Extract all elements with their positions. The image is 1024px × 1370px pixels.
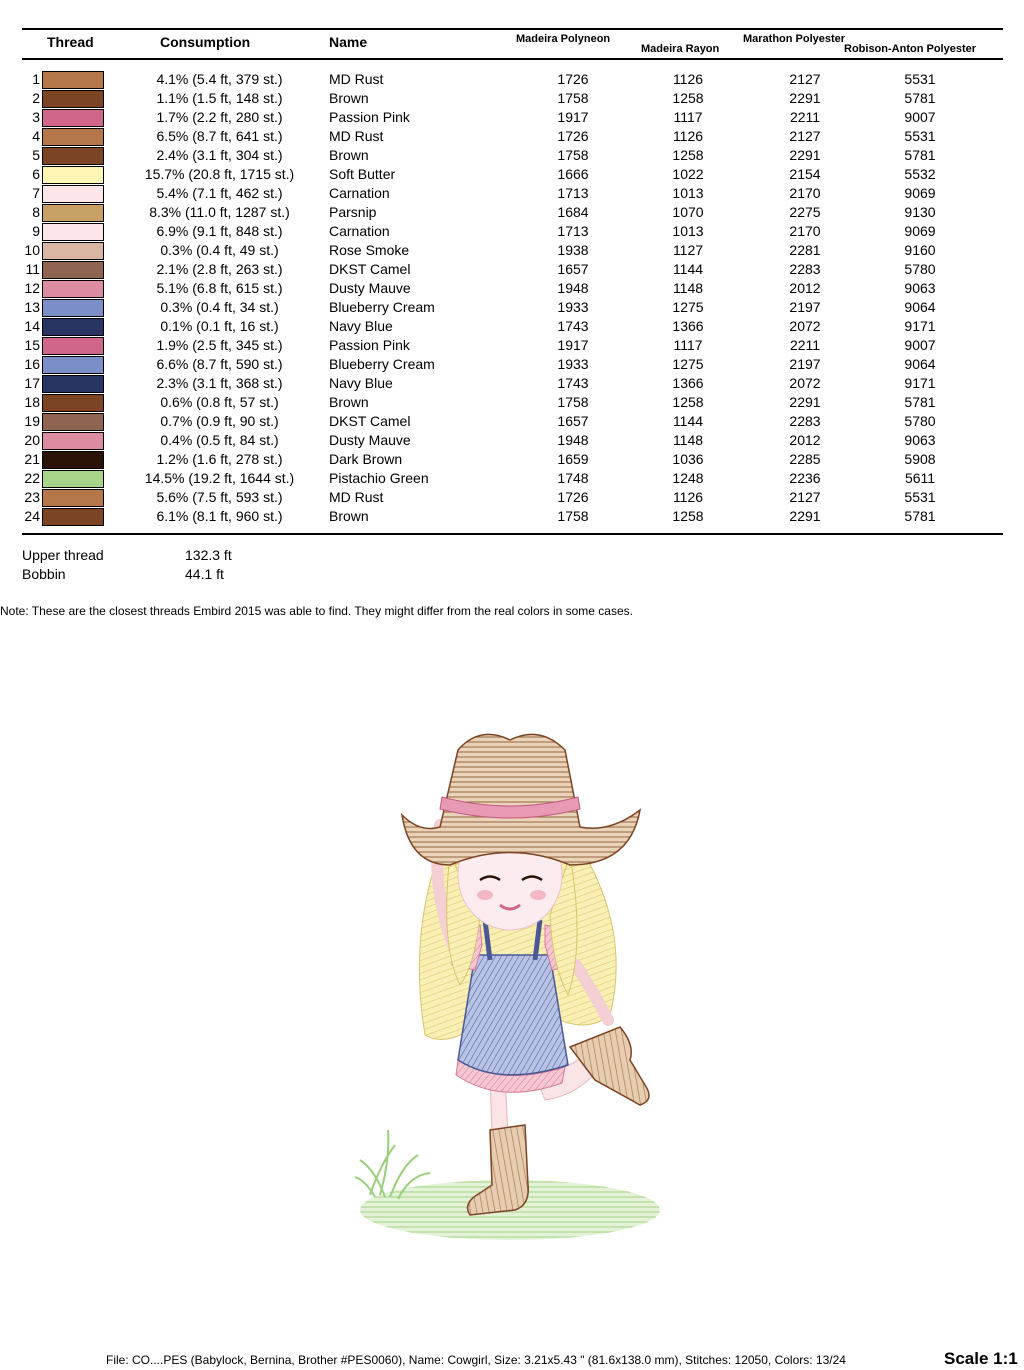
thread-number: 13 [24, 299, 40, 315]
marathon-polyester-code: 2197 [789, 356, 821, 372]
header-top-rule [22, 28, 1003, 30]
robison-anton-code: 9063 [904, 432, 936, 448]
robison-anton-code: 9063 [904, 280, 936, 296]
robison-anton-code: 9160 [904, 242, 936, 258]
marathon-polyester-code: 2236 [789, 470, 821, 486]
madeira-rayon-code: 1126 [672, 71, 704, 87]
thread-name: MD Rust [329, 128, 384, 144]
thread-name: Dark Brown [329, 451, 403, 467]
madeira-rayon-code: 1258 [672, 508, 704, 524]
madeira-rayon-code: 1126 [672, 128, 704, 144]
thread-consumption: 4.1% (5.4 ft, 379 st.) [156, 71, 283, 87]
thread-consumption: 6.1% (8.1 ft, 960 st.) [156, 508, 283, 524]
thread-row [0, 374, 1024, 393]
madeira-rayon-code: 1258 [672, 147, 704, 163]
thread-consumption: 2.3% (3.1 ft, 368 st.) [156, 375, 283, 391]
thread-name: MD Rust [329, 489, 384, 505]
thread-consumption: 5.1% (6.8 ft, 615 st.) [156, 280, 283, 296]
thread-consumption: 6.5% (8.7 ft, 641 st.) [156, 128, 283, 144]
marathon-polyester-code: 2012 [789, 432, 821, 448]
thread-consumption: 1.2% (1.6 ft, 278 st.) [156, 451, 283, 467]
thread-name: DKST Camel [329, 413, 411, 429]
thread-row [0, 317, 1024, 336]
thread-consumption: 14.5% (19.2 ft, 1644 st.) [144, 470, 295, 486]
thread-number: 10 [24, 242, 40, 258]
scale-label: Scale 1:1 [944, 1349, 1018, 1368]
marathon-polyester-code: 2211 [789, 109, 821, 125]
robison-anton-code: 9171 [904, 318, 936, 334]
robison-anton-code: 5781 [904, 90, 936, 106]
thread-color-swatch [42, 356, 104, 374]
thread-consumption: 2.1% (2.8 ft, 263 st.) [156, 261, 283, 277]
thread-row [0, 431, 1024, 450]
thread-number: 15 [24, 337, 40, 353]
thread-color-swatch [42, 166, 104, 184]
thread-color-swatch [42, 375, 104, 393]
marathon-polyester-code: 2127 [789, 128, 821, 144]
robison-anton-code: 5781 [904, 394, 936, 410]
thread-row [0, 355, 1024, 374]
madeira-polyneon-code: 1938 [557, 242, 589, 258]
thread-color-swatch [42, 242, 104, 260]
robison-anton-code: 9069 [904, 185, 936, 201]
madeira-rayon-code: 1366 [672, 375, 704, 391]
thread-name: Carnation [329, 223, 390, 239]
robison-anton-code: 9130 [904, 204, 936, 220]
thread-row [0, 108, 1024, 127]
thread-row [0, 412, 1024, 431]
thread-row [0, 222, 1024, 241]
madeira-polyneon-code: 1743 [557, 375, 589, 391]
robison-anton-code: 9007 [904, 337, 936, 353]
thread-color-swatch [42, 90, 104, 108]
thread-name: DKST Camel [329, 261, 411, 277]
thread-name: Dusty Mauve [329, 432, 411, 448]
madeira-polyneon-code: 1657 [557, 413, 589, 429]
thread-color-swatch [42, 413, 104, 431]
thread-color-swatch [42, 394, 104, 412]
thread-row [0, 89, 1024, 108]
madeira-rayon-code: 1126 [672, 489, 704, 505]
marathon-polyester-code: 2283 [789, 261, 821, 277]
header-thread: Thread [47, 34, 94, 50]
thread-name: Blueberry Cream [329, 299, 435, 315]
robison-anton-code: 5532 [904, 166, 936, 182]
thread-number: 19 [24, 413, 40, 429]
madeira-polyneon-code: 1748 [557, 470, 589, 486]
robison-anton-code: 5781 [904, 508, 936, 524]
madeira-polyneon-code: 1917 [557, 337, 589, 353]
thread-row [0, 488, 1024, 507]
header-robison-anton-polyester: Robison-Anton Polyester [844, 43, 977, 55]
thread-number: 12 [24, 280, 40, 296]
thread-row [0, 393, 1024, 412]
thread-number: 16 [24, 356, 40, 372]
marathon-polyester-code: 2291 [789, 508, 821, 524]
madeira-polyneon-code: 1659 [557, 451, 589, 467]
thread-number: 4 [32, 128, 40, 144]
madeira-rayon-code: 1144 [672, 413, 704, 429]
robison-anton-code: 5908 [904, 451, 936, 467]
madeira-polyneon-code: 1684 [557, 204, 589, 220]
thread-number: 3 [32, 109, 40, 125]
thread-row [0, 450, 1024, 469]
thread-color-swatch [42, 147, 104, 165]
thread-color-swatch [42, 185, 104, 203]
thread-color-swatch [42, 204, 104, 222]
thread-consumption: 0.6% (0.8 ft, 57 st.) [160, 394, 279, 410]
thread-consumption: 0.4% (0.5 ft, 84 st.) [160, 432, 279, 448]
bobbin-value: 44.1 ft [185, 566, 224, 582]
thread-name: Brown [329, 147, 369, 163]
robison-anton-code: 9171 [904, 375, 936, 391]
thread-color-swatch [42, 432, 104, 450]
madeira-rayon-code: 1036 [672, 451, 704, 467]
madeira-rayon-code: 1013 [672, 185, 704, 201]
marathon-polyester-code: 2012 [789, 280, 821, 296]
madeira-rayon-code: 1258 [672, 394, 704, 410]
thread-color-swatch [42, 71, 104, 89]
marathon-polyester-code: 2072 [789, 375, 821, 391]
madeira-rayon-code: 1275 [672, 356, 704, 372]
madeira-polyneon-code: 1726 [557, 128, 589, 144]
marathon-polyester-code: 2072 [789, 318, 821, 334]
marathon-polyester-code: 2170 [789, 223, 821, 239]
thread-consumption: 0.3% (0.4 ft, 34 st.) [160, 299, 279, 315]
madeira-polyneon-code: 1666 [557, 166, 589, 182]
thread-name: Brown [329, 508, 369, 524]
madeira-rayon-code: 1248 [672, 470, 704, 486]
thread-consumption: 5.4% (7.1 ft, 462 st.) [156, 185, 283, 201]
madeira-polyneon-code: 1657 [557, 261, 589, 277]
madeira-polyneon-code: 1726 [557, 71, 589, 87]
madeira-polyneon-code: 1933 [557, 356, 589, 372]
marathon-polyester-code: 2283 [789, 413, 821, 429]
marathon-polyester-code: 2197 [789, 299, 821, 315]
thread-name: Soft Butter [329, 166, 396, 182]
bobbin-label: Bobbin [22, 566, 66, 582]
thread-row [0, 127, 1024, 146]
thread-consumption: 1.7% (2.2 ft, 280 st.) [156, 109, 283, 125]
header-name: Name [329, 34, 368, 50]
thread-number: 20 [24, 432, 40, 448]
upper-thread-label: Upper thread [22, 547, 104, 563]
marathon-polyester-code: 2211 [789, 337, 821, 353]
thread-name: Passion Pink [329, 337, 410, 353]
marathon-polyester-code: 2291 [789, 90, 821, 106]
thread-name: MD Rust [329, 71, 384, 87]
thread-row [0, 70, 1024, 89]
thread-name: Dusty Mauve [329, 280, 411, 296]
madeira-rayon-code: 1070 [672, 204, 704, 220]
thread-name: Passion Pink [329, 109, 410, 125]
thread-row [0, 203, 1024, 222]
thread-consumption: 6.9% (9.1 ft, 848 st.) [156, 223, 283, 239]
thread-name: Rose Smoke [329, 242, 410, 258]
madeira-polyneon-code: 1758 [557, 394, 589, 410]
thread-name: Brown [329, 394, 369, 410]
thread-row [0, 469, 1024, 488]
thread-number: 14 [24, 318, 40, 334]
madeira-rayon-code: 1013 [672, 223, 704, 239]
thread-consumption: 1.1% (1.5 ft, 148 st.) [156, 90, 283, 106]
marathon-polyester-code: 2281 [789, 242, 821, 258]
thread-consumption: 8.3% (11.0 ft, 1287 st.) [149, 204, 290, 220]
header-marathon-polyester: Marathon Polyester [743, 33, 846, 45]
robison-anton-code: 9064 [904, 299, 936, 315]
thread-row [0, 298, 1024, 317]
thread-row [0, 165, 1024, 184]
marathon-polyester-code: 2170 [789, 185, 821, 201]
thread-row [0, 507, 1024, 526]
thread-color-swatch [42, 318, 104, 336]
thread-color-swatch [42, 470, 104, 488]
madeira-rayon-code: 1148 [672, 432, 704, 448]
madeira-polyneon-code: 1948 [557, 280, 589, 296]
madeira-rayon-code: 1117 [673, 109, 703, 125]
thread-row [0, 146, 1024, 165]
thread-consumption: 0.3% (0.4 ft, 49 st.) [160, 242, 279, 258]
thread-consumption: 0.7% (0.9 ft, 90 st.) [160, 413, 279, 429]
header-consumption: Consumption [160, 34, 251, 50]
thread-number: 24 [24, 508, 40, 524]
thread-number: 21 [24, 451, 40, 467]
thread-number: 9 [32, 223, 40, 239]
madeira-rayon-code: 1366 [672, 318, 704, 334]
madeira-polyneon-code: 1713 [557, 185, 589, 201]
file-info-footer: File: CO....PES (Babylock, Bernina, Brother #PES0060), Name: Cowgirl, Size: 3.21x5.43 " (81.6x138.0 mm), Stitches: 12050, Colors: 13/24 [106, 1353, 846, 1367]
marathon-polyester-code: 2127 [789, 71, 821, 87]
robison-anton-code: 5780 [904, 261, 936, 277]
thread-color-swatch [42, 337, 104, 355]
thread-name: Pistachio Green [329, 470, 429, 486]
thread-color-swatch [42, 299, 104, 317]
thread-name: Navy Blue [329, 318, 393, 334]
madeira-rayon-code: 1148 [672, 280, 704, 296]
robison-anton-code: 5611 [904, 470, 936, 486]
thread-number: 18 [24, 394, 40, 410]
marathon-polyester-code: 2285 [789, 451, 821, 467]
thread-color-swatch [42, 109, 104, 127]
madeira-polyneon-code: 1758 [557, 147, 589, 163]
thread-row [0, 260, 1024, 279]
robison-anton-code: 5781 [904, 147, 936, 163]
thread-name: Navy Blue [329, 375, 393, 391]
thread-number: 6 [32, 166, 40, 182]
upper-thread-value: 132.3 ft [185, 547, 232, 563]
disclaimer-note: Note: These are the closest threads Embird 2015 was able to find. They might differ from the real colors in some cases. [0, 604, 633, 618]
thread-consumption: 1.9% (2.5 ft, 345 st.) [156, 337, 283, 353]
table-bottom-rule [22, 533, 1003, 535]
thread-color-swatch [42, 128, 104, 146]
thread-number: 22 [24, 470, 40, 486]
thread-number: 17 [24, 375, 40, 391]
thread-color-swatch [42, 508, 104, 526]
madeira-rayon-code: 1275 [672, 299, 704, 315]
thread-number: 23 [24, 489, 40, 505]
header-madeira-polyneon: Madeira Polyneon [516, 33, 611, 45]
thread-color-swatch [42, 261, 104, 279]
madeira-polyneon-code: 1758 [557, 508, 589, 524]
thread-color-swatch [42, 223, 104, 241]
thread-consumption: 0.1% (0.1 ft, 16 st.) [160, 318, 279, 334]
thread-consumption: 5.6% (7.5 ft, 593 st.) [156, 489, 283, 505]
madeira-rayon-code: 1144 [672, 261, 704, 277]
madeira-polyneon-code: 1933 [557, 299, 589, 315]
thread-number: 8 [32, 204, 40, 220]
madeira-polyneon-code: 1948 [557, 432, 589, 448]
marathon-polyester-code: 2275 [789, 204, 821, 220]
marathon-polyester-code: 2127 [789, 489, 821, 505]
thread-name: Parsnip [329, 204, 377, 220]
madeira-polyneon-code: 1743 [557, 318, 589, 334]
thread-color-swatch [42, 489, 104, 507]
madeira-rayon-code: 1127 [672, 242, 704, 258]
madeira-polyneon-code: 1917 [557, 109, 589, 125]
thread-name: Brown [329, 90, 369, 106]
robison-anton-code: 5780 [904, 413, 936, 429]
cowgirl-embroidery-illustration [340, 715, 680, 1255]
marathon-polyester-code: 2291 [789, 394, 821, 410]
robison-anton-code: 9069 [904, 223, 936, 239]
thread-number: 5 [32, 147, 40, 163]
marathon-polyester-code: 2154 [789, 166, 821, 182]
thread-number: 11 [25, 261, 40, 277]
robison-anton-code: 9007 [904, 109, 936, 125]
thread-row [0, 184, 1024, 203]
madeira-rayon-code: 1022 [672, 166, 704, 182]
marathon-polyester-code: 2291 [789, 147, 821, 163]
madeira-rayon-code: 1117 [673, 337, 703, 353]
thread-number: 2 [32, 90, 40, 106]
thread-number: 7 [32, 185, 40, 201]
header-bottom-rule [22, 58, 1003, 60]
robison-anton-code: 5531 [904, 128, 936, 144]
thread-row [0, 336, 1024, 355]
thread-color-swatch [42, 280, 104, 298]
thread-consumption: 2.4% (3.1 ft, 304 st.) [156, 147, 283, 163]
thread-color-swatch [42, 451, 104, 469]
thread-row [0, 241, 1024, 260]
robison-anton-code: 5531 [904, 71, 936, 87]
madeira-rayon-code: 1258 [672, 90, 704, 106]
thread-consumption: 6.6% (8.7 ft, 590 st.) [156, 356, 283, 372]
madeira-polyneon-code: 1713 [557, 223, 589, 239]
madeira-polyneon-code: 1726 [557, 489, 589, 505]
madeira-polyneon-code: 1758 [557, 90, 589, 106]
robison-anton-code: 5531 [904, 489, 936, 505]
thread-consumption: 15.7% (20.8 ft, 1715 st.) [144, 166, 295, 182]
thread-number: 1 [32, 71, 40, 87]
robison-anton-code: 9064 [904, 356, 936, 372]
thread-row [0, 279, 1024, 298]
thread-name: Blueberry Cream [329, 356, 435, 372]
thread-name: Carnation [329, 185, 390, 201]
header-madeira-rayon: Madeira Rayon [641, 43, 720, 55]
